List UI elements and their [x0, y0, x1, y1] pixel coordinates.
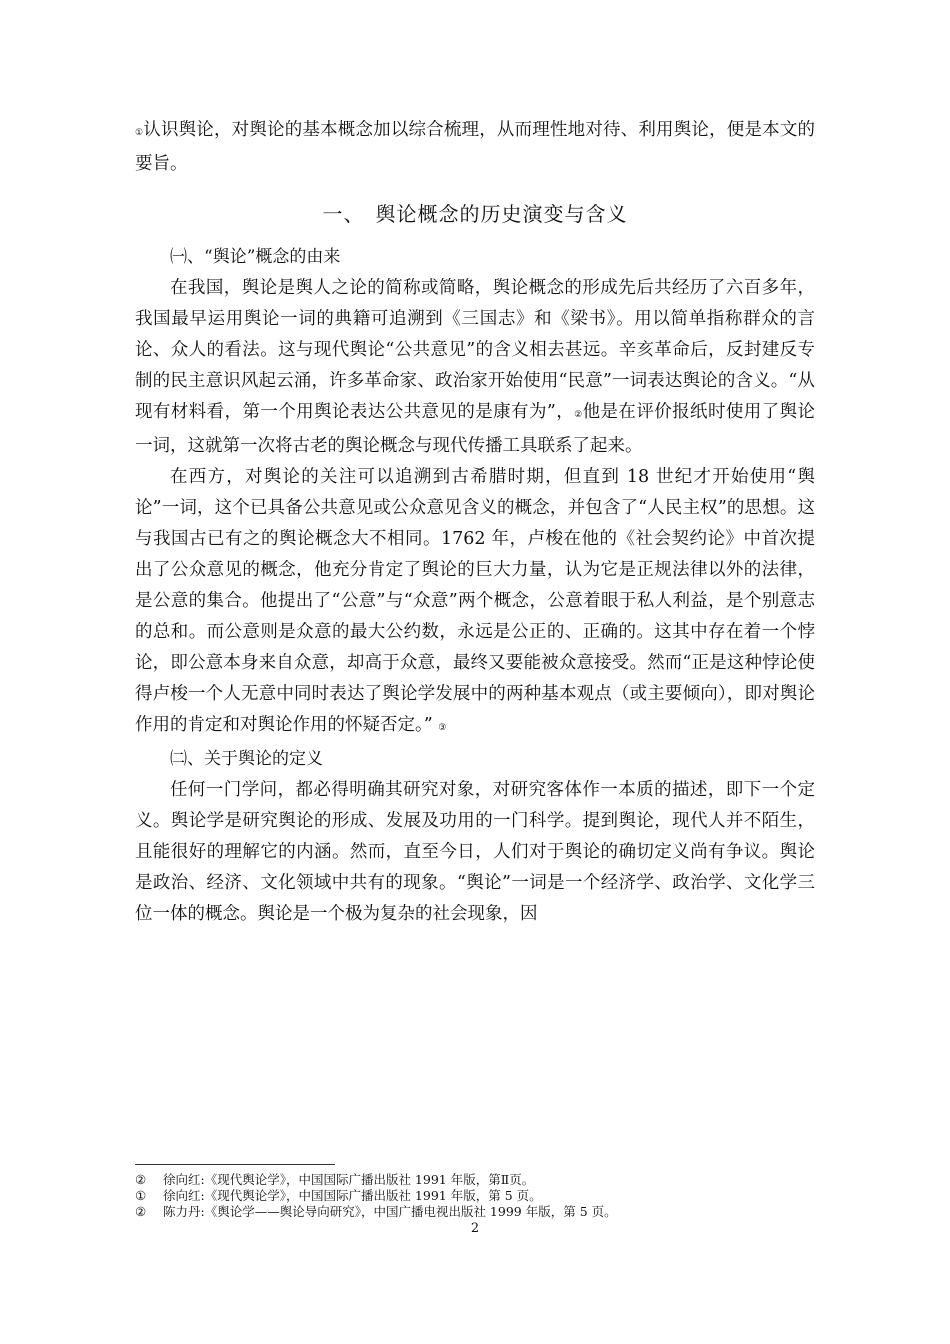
- page-number: 2: [470, 1221, 480, 1236]
- footnote-text: 陈力丹:《舆论学——舆论导向研究》，中国广播电视出版社 1999 年版，第 5 页。: [163, 1204, 617, 1219]
- footnote-separator: [135, 1164, 335, 1165]
- subsection-title-2: ㈡、关于舆论的定义: [170, 749, 323, 769]
- paragraph-3: 任何一门学问，都必得明确其研究对象，对研究客体作一本质的描述，即下一个定义。舆论学是研究舆论的形成、发展及功用的一门科学。提到舆论，现代人并不陌生，且能很好的理解它的内涵。然而，直至今日，人们对于舆论的确切定义尚有争议。舆论是政治、经济、文化领域中共有的现象。“舆论”一词是一个经济学、政治学、文化学三位一体的概念。舆论是一个极为复杂的社会现象，因: [135, 780, 815, 924]
- main-body: [135, 242, 815, 930]
- footnote-ref: ①: [135, 128, 144, 138]
- paragraph-1: [135, 273, 815, 462]
- footnote: [135, 1204, 815, 1220]
- paragraph-2-text: 在西方，对舆论的关注可以追溯到古希腊时期，但直到 18 世纪才开始使用“舆论”一词，这个已具备公共意见或公众意见含义的概念，并包含了“人民主权”的思想。这与我国古已有之的舆论概念大不相同。1762 年，卢梭在他的《社会契约论》中首次提出了公众意见的概念，他充分肯定了舆论的巨大力量，认为它是正规法律以外的法律，是公意的集合。他提出了“公意”与“众意”两个概念，公意着眼于私人利益，是个别意志的总和。而公意则是众意的最大公约数，永远是公正的、正确的。这其中存在着一个悖论，即公意本身来自众意，却高于众意，最终又要能被众意接受。然而“正是这种悖论使得卢梭一个人无意中同时表达了舆论学发展中的两种基本观点（或主要倾向），即对舆论作用的肯定和对舆论作用的怀疑否定。”: [135, 467, 815, 735]
- paragraph-2: [135, 462, 815, 744]
- subsection-title-1: ㈠、“舆论”概念的由来: [170, 247, 341, 267]
- footnote-text: 徐向红:《现代舆论学》，中国国际广播出版社 1991 年版，第Ⅱ页。: [163, 1172, 535, 1187]
- intro-text: 认识舆论，对舆论的基本概念加以综合梳理，从而理性地对待、利用舆论，便是本文的要旨。: [135, 120, 816, 174]
- footnote: [135, 1188, 815, 1204]
- paragraph-1-text-a: 在我国，舆论是舆人之论的简称或简略，舆论概念的形成先后共经历了六百多年，我国最早运用舆论一词的典籍可追溯到《三国志》和《梁书》。用以简单指称群众的言论、众人的看法。这与现代舆论“公共意见”的含义相去甚远。辛亥革命后，反封建反专制的民主意识风起云涌，许多革命家、政治家开始使用“民意”一词表达舆论的含义。“从现有材料看，第一个用舆论表达公共意见的是康有为”，: [135, 278, 815, 422]
- footnote-mark: ②: [135, 1204, 147, 1219]
- footnote: [135, 1172, 815, 1188]
- footnote-ref: ②: [574, 410, 583, 420]
- footnote-mark: ②: [135, 1172, 147, 1187]
- intro-paragraph: [135, 115, 815, 180]
- paragraph-1-text-b: 他是在评价报纸时使用了舆论一词，这就第一次将古老的舆论概念与现代传播工具联系了起来。: [135, 402, 815, 456]
- footnote-ref: ③: [438, 723, 447, 733]
- section-title: 一、 舆论概念的历史演变与含义: [322, 202, 628, 226]
- footnote-mark: ①: [135, 1188, 147, 1203]
- footnotes: [135, 1172, 815, 1220]
- footnote-text: 徐向红:《现代舆论学》，中国国际广播出版社 1991 年版，第 5 页。: [163, 1188, 542, 1203]
